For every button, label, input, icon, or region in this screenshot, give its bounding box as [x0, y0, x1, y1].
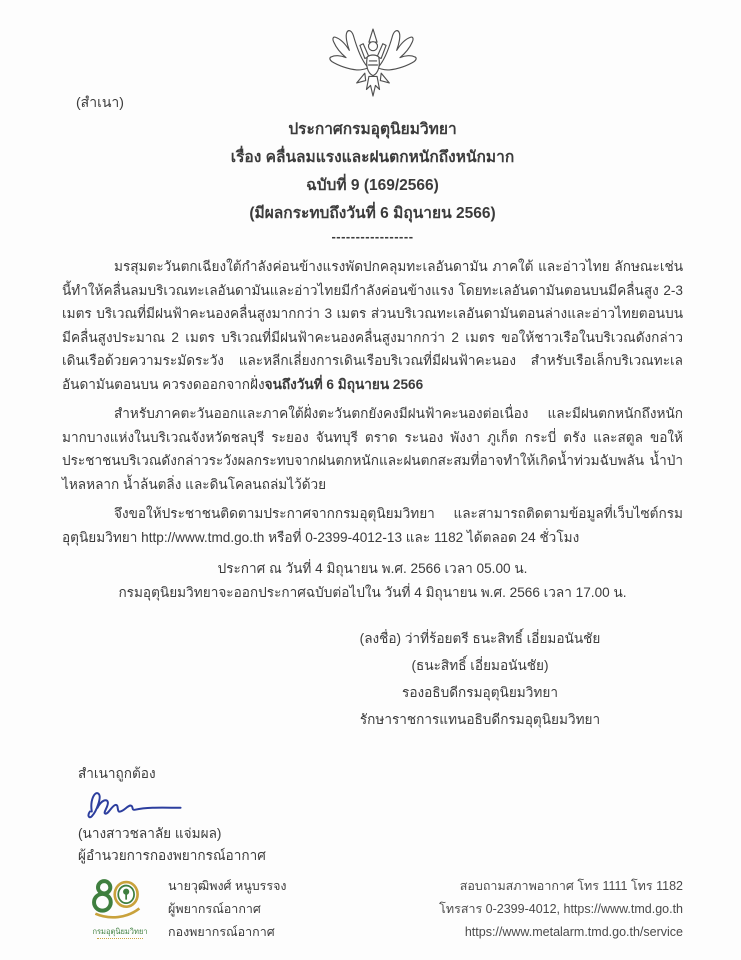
- paragraph-follow-updates: จึงขอให้ประชาชนติดตามประกาศจากกรมอุตุนิยมวิทยา และสามารถติดตามข้อมูลที่เว็บไซต์กรมอุตุนิยมวิทยา http://www.tmd.go.th หรือที่ 0-2399-4012-13 และ 1182 ได้ตลอด 24 ชั่วโมง: [62, 506, 683, 545]
- contact-alert-url-line: https://www.metalarm.tmd.go.th/service: [464, 925, 683, 939]
- garuda-emblem-icon: [324, 22, 422, 113]
- signer-name: (ธนะสิทธิ์ เอี่ยมอนันชัย): [411, 658, 549, 673]
- next-issue-line: กรมอุตุนิยมวิทยาจะออกประกาศฉบับต่อไปใน วันที่ 4 มิถุนายน พ.ศ. 2566 เวลา 17.00 น.: [118, 585, 627, 600]
- copy-label: (สำเนา): [76, 94, 124, 110]
- document-body: [62, 255, 683, 555]
- signature-block: [265, 625, 695, 733]
- certifier-position: ผู้อำนวยการกองพยากรณ์อากาศ: [78, 848, 266, 863]
- contact-phone-line: สอบถามสภาพอากาศ โทร 1111 โทร 1182: [459, 879, 683, 893]
- signed-by-line: (ลงชื่อ) ว่าที่ร้อยตรี ธนะสิทธิ์ เอี่ยมอนันชัย: [359, 631, 601, 646]
- document-top-area: [62, 22, 683, 110]
- signer-position-2: รักษาราชการแทนอธิบดีกรมอุตุนิยมวิทยา: [359, 712, 601, 727]
- certified-copy-label: สำเนาถูกต้อง: [78, 766, 156, 781]
- issue-number: ฉบับที่ 9 (169/2566): [306, 177, 439, 194]
- footer-contact-block: [439, 875, 683, 944]
- tmd-logo-caption-rule: [97, 938, 143, 939]
- document-subject: เรื่อง คลื่นลมแรงและฝนตกหนักถึงหนักมาก: [230, 149, 515, 166]
- announcement-dates: [62, 557, 683, 605]
- header-divider: -----------------: [331, 229, 414, 244]
- footer-left: [88, 875, 287, 944]
- tmd-80th-anniversary-logo: [88, 875, 152, 944]
- document-header: [62, 116, 683, 246]
- handwritten-signature: [80, 787, 683, 821]
- paragraph-marine-warning: [62, 255, 683, 396]
- paragraph-heavy-rain-warning: สำหรับภาคตะวันออกและภาคใต้ฝั่งตะวันตกยังคงมีฝนฟ้าคะนองต่อเนื่อง และมีฝนตกหนักถึงหนักมากบางแห่งในบริเวณจังหวัดชลบุรี ระยอง จันทบุรี ตราด ระนอง พังงา ภูเก็ต กระบี่ ตรัง และสตูล ขอให้ประชาชนบริเวณดังกล่าวระวังผลกระทบจากฝนตกหนักและฝนตกสะสมที่อาจทำให้เกิดน้ำท่วมฉับพลัน น้ำป่าไหลหลาก น้ำล้นตลิ่ง และดินโคลนถล่มไว้ด้วย: [62, 406, 683, 492]
- signer-position-1: รองอธิบดีกรมอุตุนิยมวิทยา: [402, 685, 558, 700]
- document-title: ประกาศกรมอุตุนิยมวิทยา: [288, 121, 457, 138]
- document-footer: [62, 875, 683, 948]
- certifier-name: (นางสาวชลาลัย แจ่มผล): [78, 826, 222, 841]
- tmd-logo-caption: กรมอุตุนิยมวิทยา: [92, 927, 148, 936]
- contact-fax-website-line: โทรสาร 0-2399-4012, https://www.tmd.go.th: [439, 902, 683, 916]
- paragraph-marine-warning-bold-date: จนถึงวันที่ 6 มิถุนายน 2566: [264, 376, 424, 392]
- forecaster-position: ผู้พยากรณ์อากาศ: [168, 902, 261, 916]
- paragraph-marine-warning-text: มรสุมตะวันตกเฉียงใต้กำลังค่อนข้างแรงพัดปกคลุมทะเลอันดามัน ภาคใต้ และอ่าวไทย ลักษณะเช่นนี้ทำให้คลื่นลมบริเวณทะเลอันดามันและอ่าวไทยมีกำลังค่อนข้างแรง โดยทะเลอันดามันตอนบนมีคลื่นสูง 2-3 เมตร บริเวณที่มีฝนฟ้าคะนองคลื่นสูงมากกว่า 3 เมตร ส่วนบริเวณทะเลอันดามันตอนล่างและอ่าวไทยตอนบนมีคลื่นสูงประมาณ 2 เมตร บริเวณที่มีฝนฟ้าคะนองคลื่นสูงมากกว่า 2 เมตร ขอให้ชาวเรือในบริเวณดังกล่าวเดินเรือด้วยความระมัดระวัง และหลีกเลี่ยงการเดินเรือบริเวณที่มีฝนฟ้าคะนอง สำหรับเรือเล็กบริเวณทะเลอันดามันตอนบน ควรงดออกจากฝั่ง: [62, 259, 683, 392]
- forecaster-division: กองพยากรณ์อากาศ: [168, 925, 275, 939]
- effective-date-note: (มีผลกระทบถึงวันที่ 6 มิถุนายน 2566): [249, 205, 496, 222]
- forecaster-block: [168, 875, 287, 944]
- forecaster-name: นายวุฒิพงศ์ หนูบรรจง: [168, 879, 287, 893]
- certified-copy-block: [78, 763, 683, 867]
- issued-at-line: ประกาศ ณ วันที่ 4 มิถุนายน พ.ศ. 2566 เวลา 05.00 น.: [217, 561, 528, 576]
